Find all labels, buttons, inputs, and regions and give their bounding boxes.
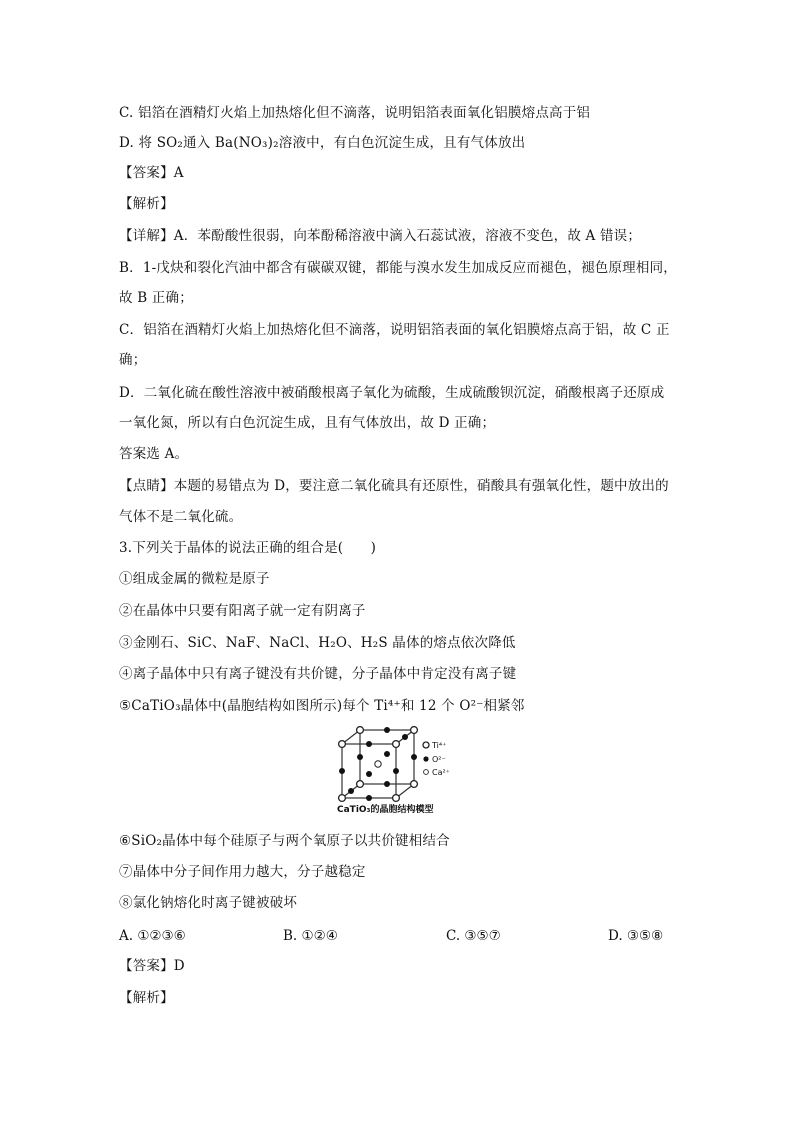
analysis-label: 【解析】 xyxy=(119,196,174,212)
answer-label: 【答案】A xyxy=(119,165,184,181)
choice-c: C. ③⑤⑦ xyxy=(446,928,501,944)
o-atom xyxy=(384,781,390,787)
ca-atom xyxy=(375,761,381,767)
o-atom xyxy=(393,768,399,774)
o-atom xyxy=(348,788,354,794)
answer-label-2: 【答案】D xyxy=(119,958,185,974)
detail-a: 【详解】A．苯酚酸性很弱，向苯酚稀溶液中滴入石蕊试液，溶液不变色，故 A 错误； xyxy=(119,228,642,244)
legend-ca-label: Ca²⁺ xyxy=(432,768,450,777)
o-atom xyxy=(411,754,417,760)
o-atom xyxy=(384,727,390,733)
ti-atom xyxy=(393,741,400,748)
detail-c-1: C．铝箔在酒精灯火焰上加热熔化但不滴落，说明铝箔表面的氧化铝膜熔点高于铝，故 C 正 xyxy=(119,322,670,338)
tip-2: 气体不是二氧化硫。 xyxy=(119,509,243,525)
legend-o-symbol xyxy=(423,756,428,761)
o-atom xyxy=(402,734,408,740)
answer-choice: 答案选 A。 xyxy=(119,446,189,462)
choice-a: A. ①②③⑥ xyxy=(119,928,186,944)
o-atom xyxy=(366,771,372,777)
legend-o-label: O²⁻ xyxy=(432,755,446,764)
ti-atom xyxy=(339,795,346,802)
legend-ti-symbol xyxy=(423,742,429,748)
option-d-line: D. 将 SO₂通入 Ba(NO₃)₂溶液中，有白色沉淀生成，且有气体放出 xyxy=(119,135,526,151)
ti-atom xyxy=(411,727,418,734)
analysis-label-2: 【解析】 xyxy=(119,990,174,1006)
statement-2: ②在晶体中只要有阳离子就一定有阴离子 xyxy=(119,603,366,619)
o-atom xyxy=(357,754,363,760)
statement-8: ⑧氯化钠熔化时离子键被破坏 xyxy=(119,895,298,911)
option-c-line: C. 铝箔在酒精灯火焰上加热熔化但不滴落，说明铝箔表面氧化铝膜熔点高于铝 xyxy=(119,105,591,121)
legend-ca-symbol xyxy=(424,770,429,775)
detail-d-1: D．二氧化硫在酸性溶液中被硝酸根离子氧化为硫酸，生成硫酸钡沉淀，硝酸根离子还原成 xyxy=(119,385,665,401)
choice-b: B. ①②④ xyxy=(283,928,338,944)
o-atom xyxy=(384,751,390,757)
ti-atom xyxy=(357,781,364,788)
o-atom xyxy=(339,768,345,774)
o-atom xyxy=(366,741,372,747)
statement-4: ④离子晶体中只有离子键没有共价键，分子晶体中肯定没有离子键 xyxy=(119,666,517,682)
statement-3: ③金刚石、SiC、NaF、NaCl、H₂O、H₂S 晶体的熔点依次降低 xyxy=(119,635,516,651)
ti-atom xyxy=(411,781,418,788)
figure-caption: CaTiO₃的晶胞结构模型 xyxy=(337,805,434,815)
statement-7: ⑦晶体中分子间作用力越大，分子越稳定 xyxy=(119,864,366,880)
detail-b-1: B．1-戊炔和裂化汽油中都含有碳碳双键，都能与溴水发生加成反应而褪色，褪色原理相同， xyxy=(119,260,677,276)
statement-1: ①组成金属的微粒是原子 xyxy=(119,571,270,587)
detail-b-2: 故 B 正确； xyxy=(119,290,193,306)
detail-c-2: 确； xyxy=(119,352,147,368)
o-atom xyxy=(366,795,372,801)
statement-6: ⑥SiO₂晶体中每个硅原子与两个氧原子以共价键相结合 xyxy=(119,833,450,849)
detail-d-2: 一氧化氮，所以有白色沉淀生成，且有气体放出，故 D 正确； xyxy=(119,415,496,431)
tip-1: 【点睛】本题的易错点为 D，要注意二氧化硫具有还原性，硝酸具有强氧化性，题中放出的 xyxy=(119,478,669,494)
question-3: 3.下列关于晶体的说法正确的组合是( ) xyxy=(119,540,377,556)
statement-5: ⑤CaTiO₃晶体中(晶胞结构如图所示)每个 Ti⁴⁺和 12 个 O²⁻相紧邻 xyxy=(119,698,525,714)
legend-ti-label: Ti⁴⁺ xyxy=(432,741,447,750)
ti-atom xyxy=(339,741,346,748)
choice-d: D. ③⑤⑧ xyxy=(608,928,664,944)
ti-atom xyxy=(393,795,400,802)
ti-atom xyxy=(357,727,364,734)
